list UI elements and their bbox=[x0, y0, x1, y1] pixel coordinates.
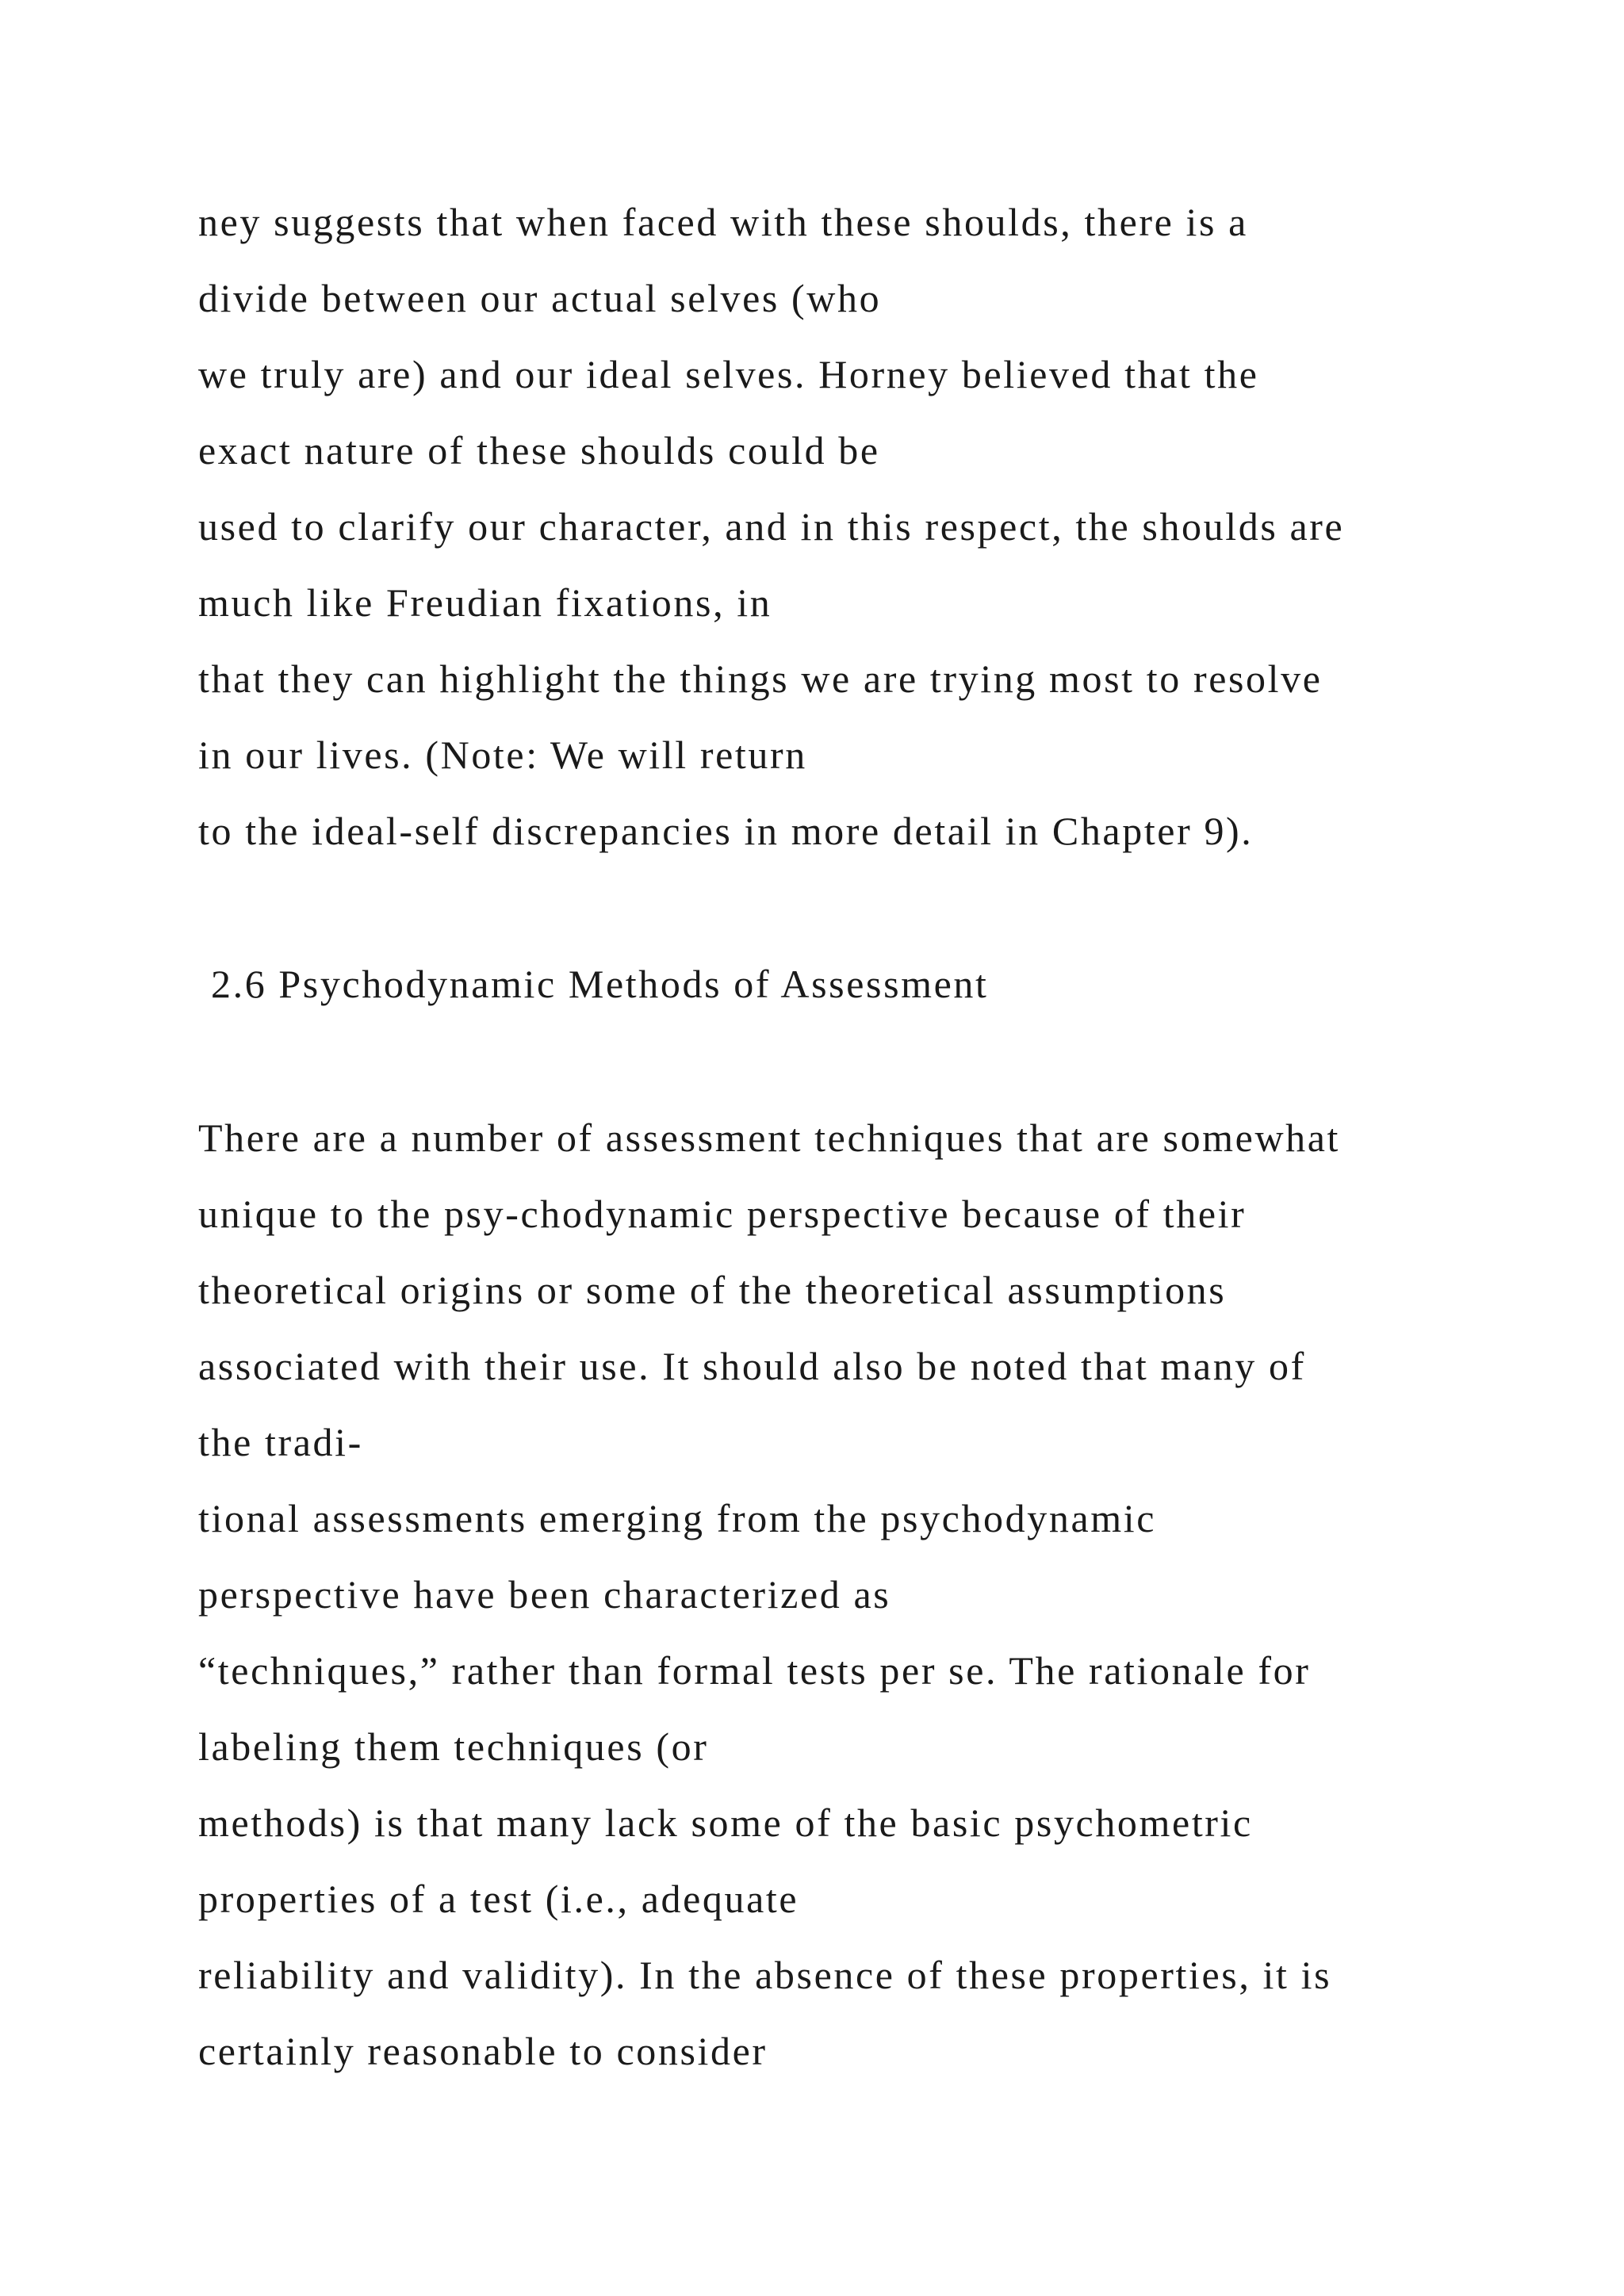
body-text-line: properties of a test (i.e., adequate bbox=[198, 1877, 799, 1921]
body-text-line: that they can highlight the things we are trying most to resolve bbox=[198, 656, 1323, 701]
body-text-line: exact nature of these shoulds could be bbox=[198, 428, 880, 473]
body-text-line: much like Freudian fixations, in bbox=[198, 580, 772, 625]
section-heading: 2.6 Psychodynamic Methods of Assessment bbox=[211, 962, 989, 1006]
body-text-line: tional assessments emerging from the psychodynamic bbox=[198, 1496, 1157, 1540]
body-text-line: perspective have been characterized as bbox=[198, 1572, 891, 1617]
body-text-line: to the ideal-self discrepancies in more detail in Chapter 9). bbox=[198, 809, 1254, 853]
body-text-line: methods) is that many lack some of the basic psychometric bbox=[198, 1800, 1253, 1845]
body-text-line: ney suggests that when faced with these shoulds, there is a bbox=[198, 200, 1248, 244]
body-text-line: in our lives. (Note: We will return bbox=[198, 733, 807, 777]
body-text-line: There are a number of assessment techniques that are somewhat bbox=[198, 1115, 1341, 1160]
body-text-line: used to clarify our character, and in this respect, the shoulds are bbox=[198, 504, 1345, 549]
body-text-line: the tradi- bbox=[198, 1420, 363, 1464]
body-text-line: divide between our actual selves (who bbox=[198, 276, 882, 320]
body-text-line: certainly reasonable to consider bbox=[198, 2029, 768, 2073]
body-text-line: we truly are) and our ideal selves. Horney believed that the bbox=[198, 352, 1259, 396]
body-text-line: labeling them techniques (or bbox=[198, 1724, 709, 1769]
body-text-line: reliability and validity). In the absence of these properties, it is bbox=[198, 1953, 1332, 1997]
body-text-line: unique to the psy-chodynamic perspective because of their bbox=[198, 1192, 1247, 1236]
body-text-line: theoretical origins or some of the theoretical assumptions bbox=[198, 1268, 1227, 1312]
body-text-line: “techniques,” rather than formal tests per se. The rationale for bbox=[198, 1648, 1311, 1693]
body-text-line: associated with their use. It should also be noted that many of bbox=[198, 1344, 1306, 1388]
